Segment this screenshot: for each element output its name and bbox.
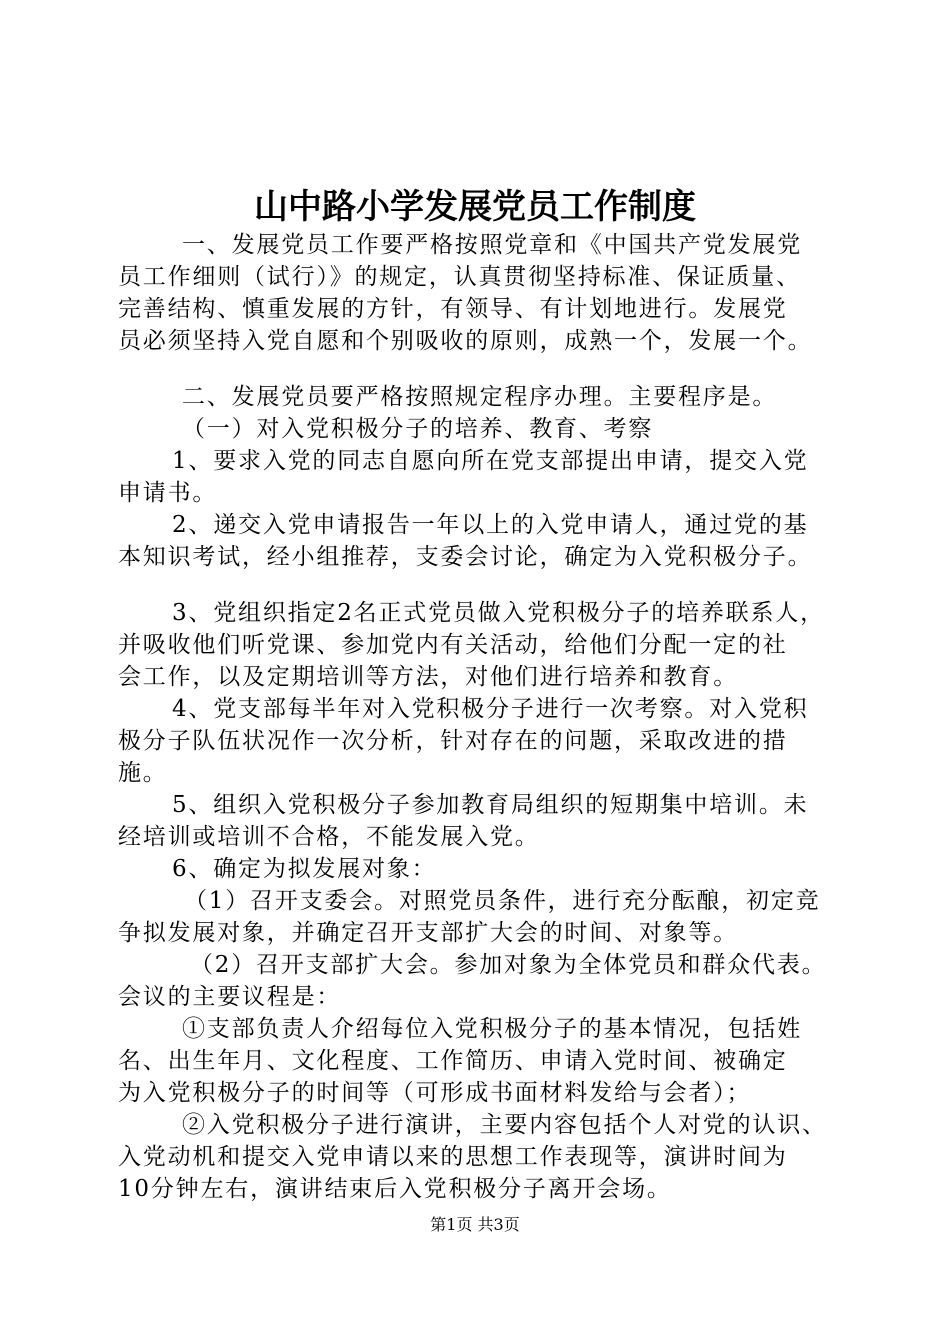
- paragraph-line: 名、出生年月、文化程度、工作简历、申请入党时间、被确定: [118, 1048, 788, 1074]
- paragraph-line: 1、要求入党的同志自愿向所在党支部提出申请，提交入党: [172, 448, 809, 474]
- paragraph-line: 员必须坚持入党自愿和个别吸收的原则，成熟一个，发展一个。: [118, 328, 813, 354]
- page-footer: 第1页 共3页: [430, 1215, 520, 1234]
- paragraph-line: 会工作，以及定期培训等方法，对他们进行培养和教育。: [118, 664, 738, 690]
- paragraph-gap: [118, 573, 848, 597]
- paragraph-line: 本知识考试，经小组推荐，支委会讨论，确定为入党积极分子。: [118, 544, 813, 570]
- paragraph-line: 2、递交入党申请报告一年以上的入党申请人，通过党的基: [172, 512, 809, 538]
- document-title: 山中路小学发展党员工作制度: [254, 187, 696, 227]
- paragraph-line: 施。: [118, 760, 168, 786]
- paragraph-line: 完善结构、慎重发展的方针，有领导、有计划地进行。发展党: [118, 296, 788, 322]
- paragraph-line: （一）对入党积极分子的培养、教育、考察: [182, 416, 654, 442]
- paragraph-line: ②入党积极分子进行演讲，主要内容包括个人对党的认识、: [182, 1112, 827, 1138]
- paragraph-line: 会议的主要议程是：: [118, 984, 342, 1010]
- paragraph-line: 争拟发展对象，并确定召开支部扩大会的时间、对象等。: [118, 920, 738, 946]
- paragraph-gap: [118, 357, 848, 381]
- paragraph-line: 极分子队伍状况作一次分析，针对存在的问题，采取改进的措: [118, 728, 788, 754]
- paragraph-line: ①支部负责人介绍每位入党积极分子的基本情况，包括姓: [182, 1016, 802, 1042]
- paragraph-line: （2）召开支部扩大会。参加对象为全体党员和群众代表。: [190, 952, 827, 978]
- paragraph-line: 3、党组织指定2名正式党员做入党积极分子的培养联系人，: [172, 600, 825, 626]
- paragraph-line: 申请书。: [118, 480, 218, 506]
- paragraph-line: 经培训或培训不合格，不能发展入党。: [118, 824, 540, 850]
- paragraph-line: 6、确定为拟发展对象：: [172, 856, 437, 882]
- paragraph-line: 一、发展党员工作要严格按照党章和《中国共产党发展党: [182, 232, 802, 258]
- paragraph-line: （1）召开支委会。对照党员条件，进行充分酝酿，初定竞: [184, 888, 821, 914]
- paragraph-line: 员工作细则（试行）》的规定，认真贯彻坚持标准、保证质量、: [118, 264, 801, 290]
- paragraph-line: 并吸收他们听党课、参加党内有关活动，给他们分配一定的社: [118, 632, 788, 658]
- paragraph-line: 入党动机和提交入党申请以来的思想工作表现等，演讲时间为: [118, 1144, 788, 1170]
- paragraph-line: 为入党积极分子的时间等（可形成书面材料发给与会者）；: [118, 1080, 752, 1106]
- paragraph-line: 10分钟左右，演讲结束后入党积极分子离开会场。: [118, 1176, 672, 1202]
- document-body: [118, 229, 848, 1205]
- paragraph-line: 5、组织入党积极分子参加教育局组织的短期集中培训。未: [172, 792, 809, 818]
- paragraph-line: 4、党支部每半年对入党积极分子进行一次考察。对入党积: [172, 696, 809, 722]
- paragraph-line: 二、发展党员要严格按照规定程序办理。主要程序是。: [182, 384, 778, 410]
